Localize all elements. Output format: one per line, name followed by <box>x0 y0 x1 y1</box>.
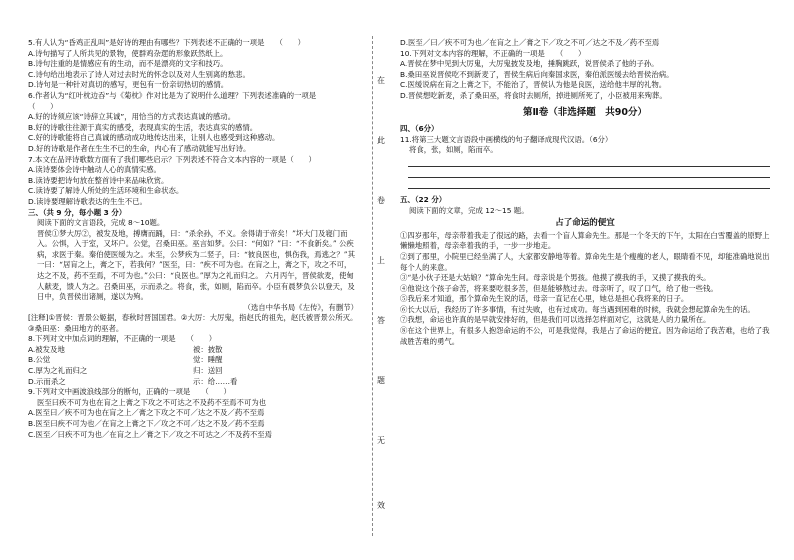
article-paragraph: ⑧在这个世界上，有很多人抱怨命运的不公，可是我觉得，我是占了命运的便宜。因为命运给了我苦难，也给了我战胜苦难的勇气。 <box>400 326 770 346</box>
section-heading: 四、（6分） <box>400 124 439 134</box>
passage-paragraph: 六月丙午，晋侯欲麦，使甸人献麦，馈人为之。召桑田巫，示而杀之。将食，张，如厕，陷而卒。小臣有晨梦负公以登天，及日中，负晋侯出诸厕，遂以为殉。 <box>37 271 355 302</box>
option: A.诗句描写了人所共见的景物，使群鸡杂遝的形象跃然纸上。 <box>28 48 228 58</box>
question-stem: 8.下列对文中加点词的理解，不正确的一项是 （ ） <box>28 334 217 344</box>
section-4 <box>400 124 770 189</box>
option: B.诗句注重的是情感应有的生动，而不是漂亮的文字和技巧。 <box>28 59 228 69</box>
question-stem: 7.本文在品评诗歌数方面有了我们哪些启示？下列表述不符合文本内容的一项是（ ） <box>28 154 316 164</box>
option-pairs <box>28 345 358 387</box>
option-meaning: 觉：睡醒 <box>193 355 223 365</box>
passage-notes: [注释]①晋侯：晋景公姬据，春秋时晋国国君。②大厉：大厉鬼，指赵氏的祖先，赵氏被晋景公所灭。③桑田巫：桑田地方的巫者。 <box>28 313 358 333</box>
question-10 <box>400 49 770 102</box>
answer-line[interactable] <box>408 179 770 189</box>
answer-line[interactable] <box>408 168 770 178</box>
binding-char: 题 <box>377 376 385 385</box>
option: C.医缓说病在肓之上膏之下，不能治了，晋侯认为他是良医，送给他丰厚的礼物。 <box>400 80 667 90</box>
passage-paragraph: 公疾病，求医于秦。秦伯使医缓为之。未至，公梦疾为二竖子，曰：“彼良医也，惧伤我，焉逃之？”其一曰：“居肓之上，膏之下，若我何？”医至，曰：“疾不可为也。在肓之上，膏之下，攻之不可，达之不及，药不至焉，不可为也。”公曰：“良医也。”厚为之礼而归之。 <box>37 239 355 281</box>
section-5 <box>400 195 770 463</box>
question-6 <box>28 91 358 155</box>
option: C.好的诗歌能将自己真诚的感动成功地传达出来，让别人也感受到这种感动。 <box>28 133 280 143</box>
binding-char: 此 <box>377 136 385 145</box>
article-paragraph: ①四岁那年，母亲带着我走了很远的路，去看一个盲人算命先生。那是一个冬天的下午，太阳在白雪覆盖的原野上懒懒地照着，母亲牵着我的手，一步一步地走。 <box>400 230 770 251</box>
option: D.医至／曰／疾不可为也／在肓之上／膏之下／攻之不可／达之不及／药不至焉 <box>400 38 660 47</box>
article-paragraph: ⑦我想，命运也许真的是早就安排好的，但是我们可以选择怎样面对它，这就是人的力量所在。 <box>400 315 711 325</box>
left-column <box>28 38 358 440</box>
option-meaning: 归：送回 <box>193 366 223 376</box>
option-word: B.公觉 <box>28 355 51 365</box>
passage-paragraph: 晋侯①梦大厉②，被发及地，搏膺而踊，曰：“杀余孙，不义。余得请于帝矣！”坏大门及寝门而入。公惧，入于室，又坏户。公觉，召桑田巫。巫言如梦。公曰：“何如？”曰：“不食新矣。” <box>37 228 348 249</box>
option: C.读诗要了解诗人所处的生活环境和生命状态。 <box>28 186 184 196</box>
right-column <box>400 38 770 463</box>
section-intro: 阅读下面的文言语段，完成 8～10题。 <box>37 218 165 228</box>
binding-char: 上 <box>377 256 385 265</box>
question-stem: 9.下列对文中画波浪线部分的断句，正确的一项是 （ ） <box>28 387 231 397</box>
option: A.读诗要体会诗中触动人心的真情实感。 <box>28 165 161 175</box>
option-word: C.厚为之礼而归之 <box>28 366 88 376</box>
option: B.桑田巫说晋侯吃不到新麦了，晋侯生病后向秦国求医，秦伯派医缓去给晋侯治病。 <box>400 69 674 79</box>
passage-source: （选自中华书局《左传》，有删节） <box>243 302 358 312</box>
option: B.读诗要把诗句放在整首诗中来品味欣赏。 <box>28 175 169 185</box>
binding-char: 效 <box>377 501 385 510</box>
article-body <box>400 231 770 463</box>
binding-line <box>372 36 373 536</box>
section-heading: 五、（22 分） <box>400 194 447 204</box>
classical-passage <box>28 229 358 303</box>
section-3 <box>28 208 358 335</box>
option: A.医至曰／疾不可为也在肓之上／膏之下攻之不可／达之不及／药不至焉 <box>28 408 265 418</box>
binding-char: 卷 <box>377 196 385 205</box>
question-line: 医至曰疾不可为也在肓之上膏之下攻之不可达之不及药不至焉不可为也 <box>37 397 267 407</box>
option: D.读诗要理解诗歌表达的生生不已。 <box>28 196 147 206</box>
question-8 <box>28 334 358 387</box>
article-paragraph: ⑥长大以后，我经历了许多事情，有过失败，也有过成功。每当遇到困难的时候，我就会想起算命先生的话。 <box>400 304 755 314</box>
option-meaning: 被：披散 <box>193 344 223 354</box>
option: C.医至／曰疾不可为也／在肓之上／膏之下／攻之不可达之／不及药不至焉 <box>28 429 273 439</box>
article-paragraph: ④他说这个孩子命苦，将来要吃很多苦，但是能够熬过去。母亲听了，叹了口气，给了他一些钱。 <box>400 283 718 293</box>
question-11: 11.将第三大题文言语段中画横线的句子翻译成现代汉语。（6分） <box>400 134 613 144</box>
article-paragraph: ③“是小伙子还是大姑娘？”算命先生问。母亲说是个男孩。他摸了摸我的手，又摸了摸我的头。 <box>400 273 711 283</box>
binding-char: 无 <box>377 436 385 445</box>
section-intro: 阅读下面的文章，完成 12～15 题。 <box>409 205 529 215</box>
binding-char: 答 <box>377 316 385 325</box>
option: D.诗句是一种针对真切的感写，更包有一份亲切热切的感情。 <box>28 80 229 90</box>
question-7 <box>28 155 358 208</box>
question-11-sentence: 将食，张，如厕，陷而卒。 <box>409 145 498 155</box>
article-title: 占了命运的便宜 <box>555 218 615 229</box>
option: D.好的诗歌是作者在生生不已的生命，内心有了感动就能写出好诗。 <box>28 143 251 153</box>
option-word: A.被发及地 <box>28 344 65 354</box>
question-stem: 10.下列对文本内容的理解，不正确的一项是 （ ） <box>400 48 586 58</box>
answer-line[interactable] <box>408 157 770 167</box>
question-stem: 6.作者认为“红叶枕边吞”与《菊枕》作对比是为了说明什么道理？下列表述准确的一项是 <box>28 90 317 100</box>
question-9 <box>28 387 358 440</box>
article-paragraph: ②到了那里，小院里已经坐满了人，大家都安静地等着。算命先生是个瘦瘦的老人，眼睛看不见，却能准确地说出每个人的来意。 <box>400 251 770 272</box>
article-paragraph: ⑤我后来才知道，那个算命先生说的话，母亲一直记在心里，她总是担心我将来的日子。 <box>400 294 689 304</box>
option: D.晋侯想吃新麦，杀了桑田巫，将食时去厕所，掉进厕所死了，小臣被用来殉葬。 <box>400 90 667 100</box>
option: C.诗句给出地表示了诗人对过去时光的怀念以及对人生别离的愁悲。 <box>28 69 250 79</box>
option: B.医至曰疾不可为也／在肓之上膏之下／攻之不可／达之不及／药不至焉 <box>28 419 265 429</box>
option-meaning: 示：给……看 <box>193 376 238 386</box>
option-word: D.示而杀之 <box>28 376 66 386</box>
section-heading: 三、（共 9 分，每小题 3 分） <box>28 207 127 217</box>
question-5 <box>28 38 358 91</box>
question-stem-cont: （ ） <box>28 101 58 111</box>
binding-char: 在 <box>377 76 385 85</box>
option: B.好的诗歌往往源于真实的感受，表现真实的生活，表达真实的感情。 <box>28 122 258 132</box>
option: A.晋侯在梦中见到大厉鬼，大厉鬼披发及地，捶胸跳跃，说晋侯杀了他的子孙。 <box>400 59 659 69</box>
part-2-title: 第Ⅱ卷（非选择题 共90分） <box>523 106 647 118</box>
option: A.好的诗须应该“诗辞立其诚”，用恰当的方式表达真诚的感动。 <box>28 112 236 122</box>
question-stem: 5.有人认为“昏鸡正乱叫”是好诗的理由有哪些？下列表述不正确的一项是 （ ） <box>28 38 306 47</box>
